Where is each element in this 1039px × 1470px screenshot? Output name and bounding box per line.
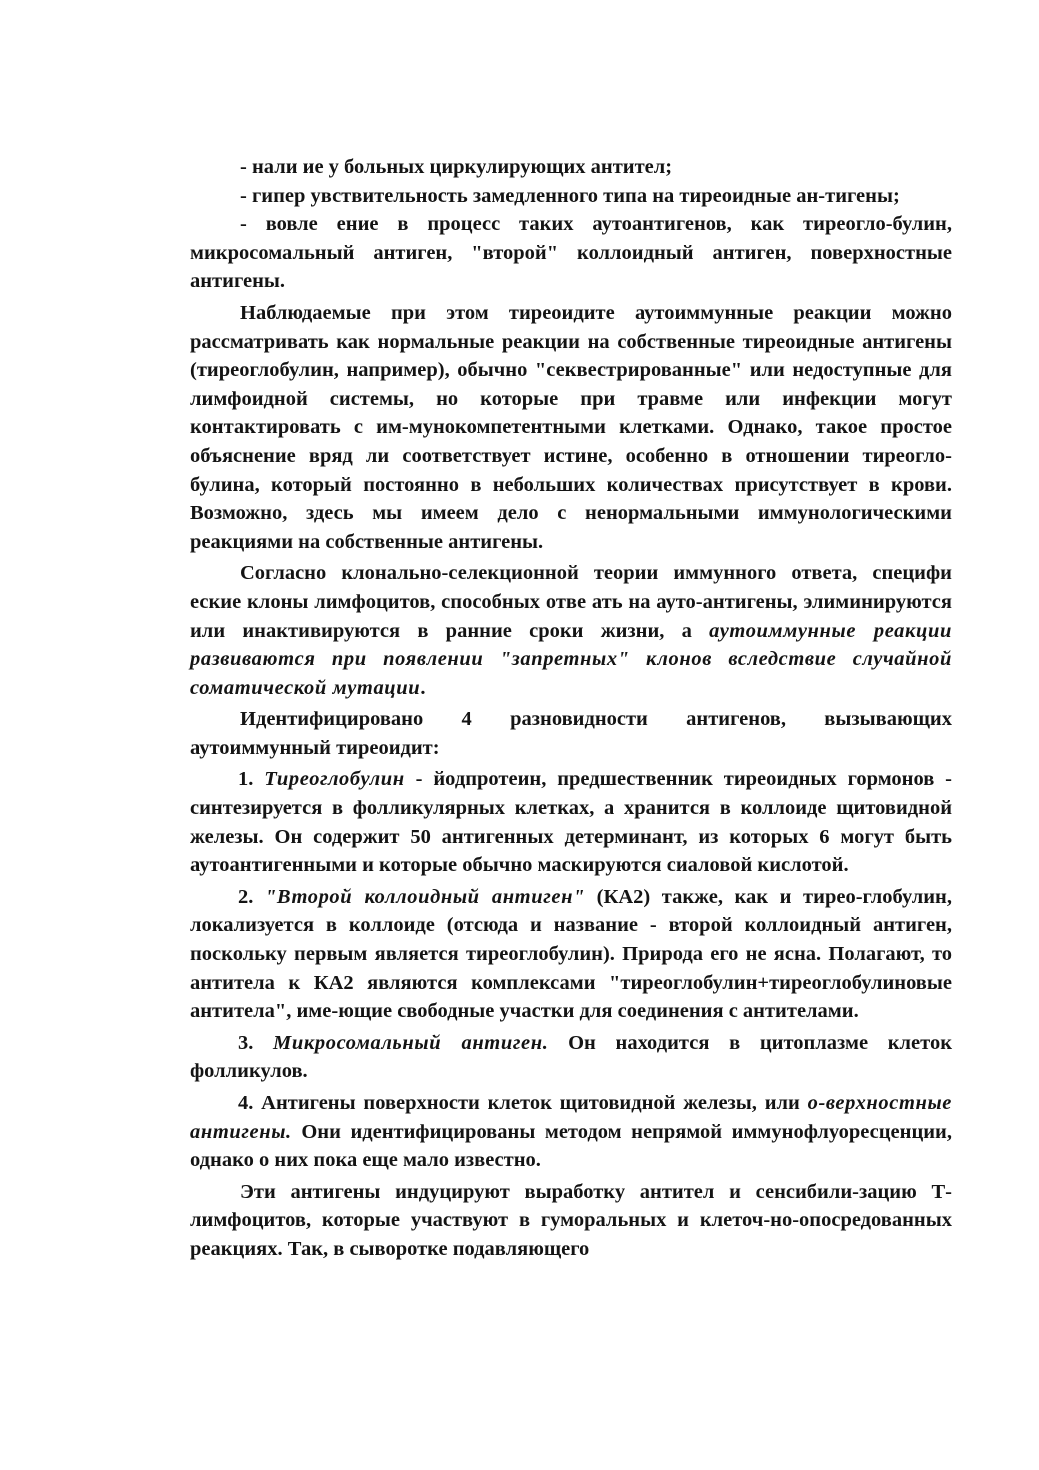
clonal-selection-text: Согласно клонально-селекционной теории иммунного ответа, специфи еские клоны лимфоцитов, способных отве ать на ауто-антигены, элиминируются или инактивируются в ранние сроки жизни, а <box>190 562 952 642</box>
paragraph-autoantigens-involvement: - вовле ение в процесс таких аутоантигенов, как тиреогло-булин, микросомальный антиген, "второй" коллоидный антиген, поверхностные антигены. <box>190 213 952 293</box>
surface-antigens-intro: 4. Антигены поверхности клеток щитовидной железы, или <box>238 1092 808 1114</box>
term-surface-antigens: о-верхностные антигены. <box>190 1092 952 1143</box>
list-item-second-colloid-antigen <box>190 883 952 1026</box>
microsomal-antigen-description: Он находится в цитоплазме клеток фолликулов. <box>190 1031 953 1083</box>
term-thyroglobulin: Тиреоглобулин <box>264 768 405 791</box>
list-item-microsomal-antigen <box>190 1029 952 1086</box>
term-second-colloid-antigen: "Второй коллоидный антиген" <box>264 885 586 908</box>
paragraph-hypersensitivity: - гипер увствительность замедленного типа на тиреоидные ан-тигены; <box>240 184 900 207</box>
list-item-thyroglobulin <box>190 765 952 879</box>
surface-antigens-description: Они идентифицированы методом непрямой иммунофлуоресценции, однако о них пока еще мало известно. <box>190 1120 952 1172</box>
clonal-selection-period: . <box>420 676 426 699</box>
document-body <box>190 153 952 1264</box>
list-item-surface-antigens <box>190 1089 952 1175</box>
clonal-selection-italic: аутоиммунные реакции развиваются при появлении "запретных" клонов вследствие случайной соматической мутации <box>190 619 952 699</box>
list-number-2: 2. <box>238 885 265 908</box>
thyroglobulin-description: - йодпротеин, предшественник тиреоидных гормонов - синтезируется в фолликулярных клетках, а хранится в коллоиде щитовидной железы. Он содержит 50 антигенных детерминант, из которых 6 могут быть аутоантигенными и которые обычно маскируются сиаловой кислотой. <box>190 768 952 877</box>
second-colloid-antigen-description: (КА2) также, как и тирео-глобулин, локализуется в коллоиде (отсюда и название - второй коллоидный антиген, поскольку первым является тиреоглобулин). Природа его не ясна. Полагают, то антитела к КА2 являются комплексами "тиреоглобулин+тиреоглобулиновые антитела", име-ющие свободные участки для соединения с антителами. <box>190 885 952 1023</box>
list-number-1: 1. <box>238 768 265 791</box>
list-number-3: 3. <box>238 1031 274 1054</box>
term-microsomal-antigen: Микросомальный антиген. <box>273 1031 549 1054</box>
paragraph-autoimmune-reactions: Наблюдаемые при этом тиреоидите аутоиммунные реакции можно рассматривать как нормальные реакции на собственные тиреоидные антигены (тиреоглобулин, например), обычно "секвестрированные" или недоступные для лимфоидной системы, но которые при травме или инфекции могут контактировать с им-мунокомпетентными клетками. Однако, такое простое объяснение вряд ли соответствует истине, особенно в отношении тиреогло-булина, который постоянно в небольших количествах присутствует в крови. Возможно, здесь мы имеем дело с ненормальными иммунологическими реакциями на собственные антигены. <box>190 301 952 553</box>
paragraph-clonal-selection <box>190 559 952 702</box>
paragraph-circulating-antibodies: - нали ие у больных циркулирующих антител; <box>240 156 673 178</box>
paragraph-antigen-types: Идентифицировано 4 разновидности антигенов, вызывающих аутоиммунный тиреоидит: <box>190 708 952 759</box>
paragraph-antibody-production: Эти антигены индуцируют выработку антител и сенсибили-зацию Т-лимфоцитов, которые участвуют в гуморальных и клеточ-но-опосредованных реакциях. Так, в сыворотке подавляющего <box>190 1180 952 1260</box>
